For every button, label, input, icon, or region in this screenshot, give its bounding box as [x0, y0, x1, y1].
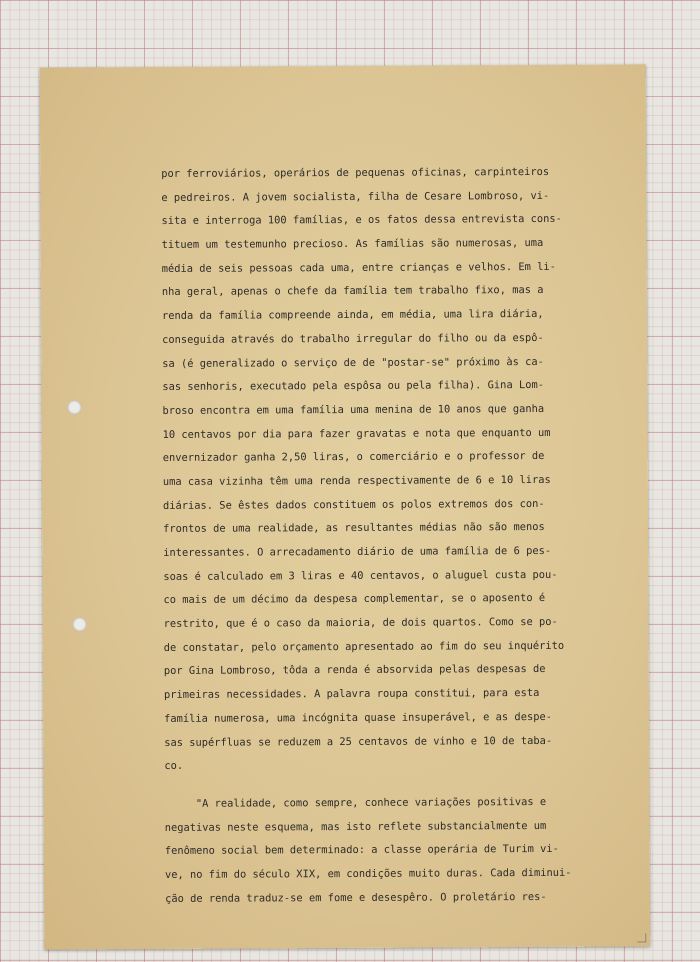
text-line: diárias. Se êstes dados constituem os polos extremos dos con-	[162, 497, 545, 512]
text-line: soas é calculado em 3 liras e 40 centavos, o aluguel custa pou-	[163, 568, 558, 583]
punch-hole-bottom	[73, 617, 87, 631]
text-line: renda da família compreende ainda, em média, uma lira diária,	[161, 308, 544, 323]
text-line: co.	[164, 760, 184, 773]
text-line: primeiras necessidades. A palavra roupa constitui, para esta	[163, 687, 540, 702]
text-line: média de seis pessoas cada uma, entre crianças e velhos. Em li-	[161, 260, 556, 275]
paper-sheet	[40, 64, 651, 949]
text-line: sas senhoris, executado pela espôsa ou pela filha). Gina Lom-	[162, 379, 545, 394]
text-line: ve, no fim do século XIX, em condições muito duras. Cada diminui-	[164, 866, 572, 881]
paragraph-1	[161, 161, 604, 779]
typed-text-body	[161, 161, 605, 912]
text-line: interessantes. O arrecadamento diário de uma família de 6 pes-	[163, 544, 552, 559]
punch-hole-top	[67, 400, 81, 414]
text-line: co mais de um décimo da despesa complementar, se o aposento é	[163, 592, 546, 607]
text-line: 10 centavos por dia para fazer gravatas e nota que enquanto um	[162, 426, 551, 441]
text-line: nha geral, apenas o chefe da família tem trabalho fixo, mas a	[161, 284, 544, 299]
text-line: broso encontra em uma família uma menina de 10 anos que ganha	[162, 402, 545, 417]
text-line: e pedreiros. A jovem socialista, filha de Cesare Lombroso, vi-	[161, 189, 550, 204]
text-line: sas supérfluas se reduzem a 25 centavos de vinho e 10 de taba-	[164, 734, 553, 749]
text-line: fenômeno social bem determinado: a classe operária de Turim vi-	[164, 843, 559, 858]
text-line: tituem um testemunho precioso. As famílias são numerosas, uma	[161, 237, 544, 252]
corner-mark	[637, 933, 646, 942]
paragraph-2	[164, 791, 605, 912]
text-line: restrito, que é o caso da maioria, de dois quartos. Como se po-	[163, 615, 558, 631]
text-line: uma casa vizinha têm uma renda respectivamente de 6 e 10 liras	[162, 473, 551, 488]
text-line: "A realidade, como sempre, conhece variações positivas e	[164, 795, 547, 810]
text-line: frontos de uma realidade, as resultantes médias não são menos	[163, 521, 545, 536]
text-line: sa (é generalizado o serviço de de "postar-se" próximo às ca-	[162, 355, 544, 370]
text-line: ção de renda traduz-se em fome e desespêro. O proletário res-	[165, 890, 547, 905]
text-line: por Gina Lombroso, tôda a renda é absorvida pelas despesas de	[163, 663, 546, 678]
text-line: família numerosa, uma incógnita quase insuperável, e as despe-	[164, 710, 552, 725]
text-line: envernizador ganha 2,50 liras, o comerciário e o professor de	[162, 450, 545, 465]
text-line: por ferroviários, operários de pequenas oficinas, carpinteiros	[161, 165, 550, 180]
text-line: de constatar, pelo orçamento apresentado ao fim do seu inquérito	[163, 639, 565, 654]
text-line: sita e interroga 100 famílias, e os fatos dessa entrevista cons-	[161, 213, 562, 228]
text-line: conseguida através do trabalho irregular do filho ou da espô-	[162, 331, 544, 346]
text-line: negativas neste esquema, mas isto reflete substancialmente um	[164, 819, 547, 834]
